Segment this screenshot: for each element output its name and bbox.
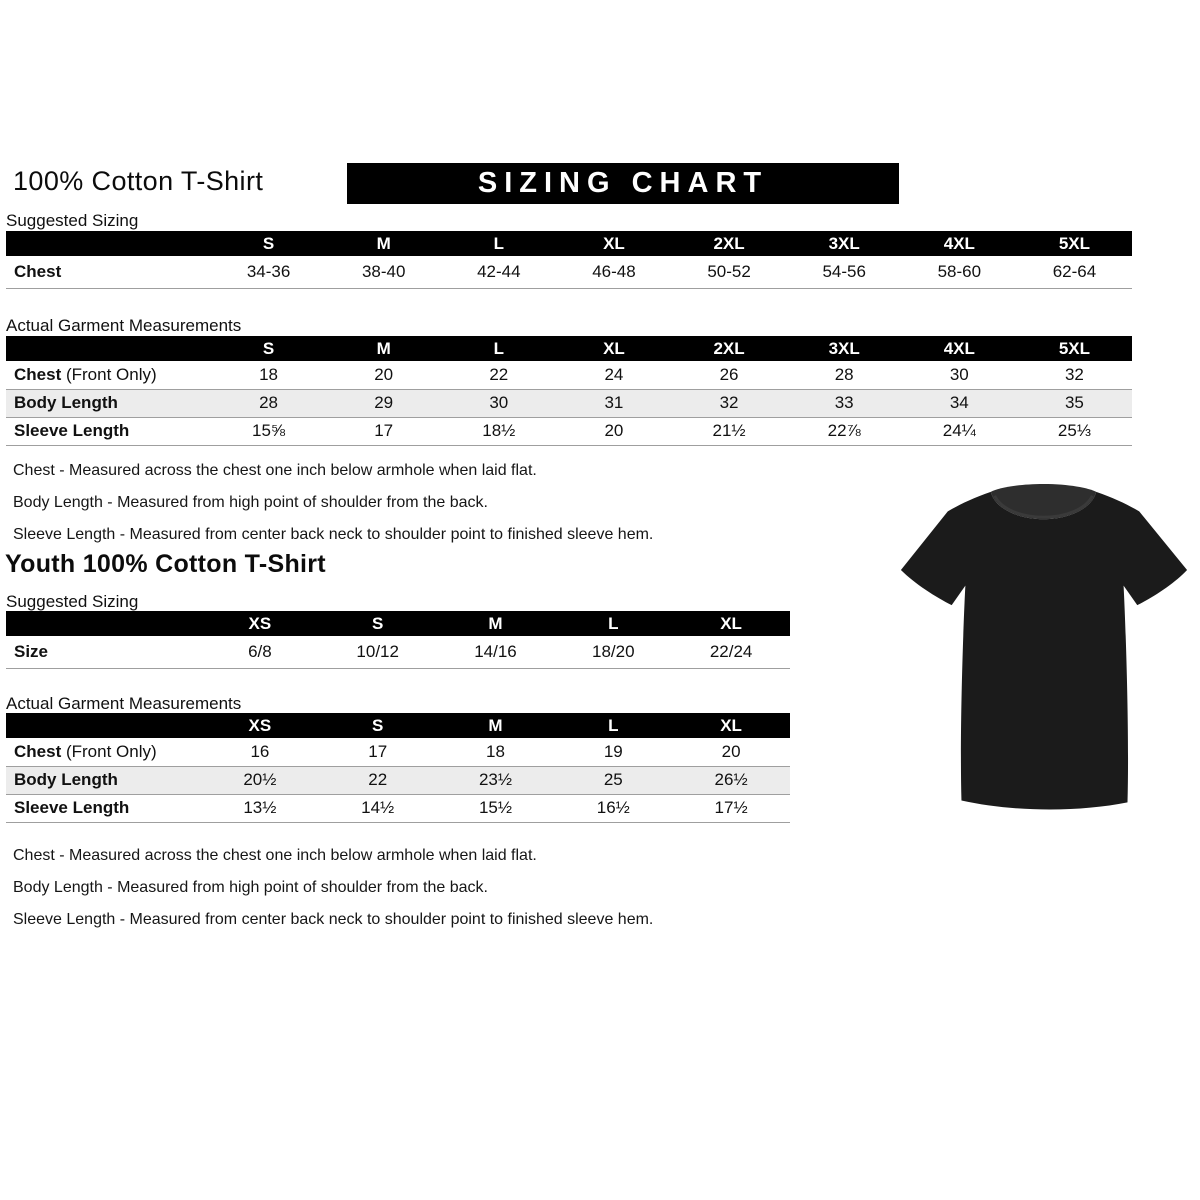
measurement-cell: 28	[787, 361, 902, 389]
table-row	[6, 389, 1132, 417]
size-header: S	[319, 713, 437, 738]
row-label-suffix: (Front Only)	[61, 364, 157, 384]
size-header: M	[437, 611, 555, 636]
measurement-cell: 50-52	[672, 256, 787, 288]
youth-title: Youth 100% Cotton T-Shirt	[5, 550, 326, 578]
measurement-cell: 62-64	[1017, 256, 1132, 288]
row-label-text: Body Length	[14, 770, 118, 789]
measurement-cell: 20	[326, 361, 441, 389]
row-label	[6, 766, 201, 794]
table-row	[6, 361, 1132, 389]
measurement-cell: 16½	[554, 794, 672, 822]
measurement-cell: 20	[672, 738, 790, 766]
size-header: S	[211, 336, 326, 361]
measurement-cell: 22	[319, 766, 437, 794]
note-body-length: Body Length - Measured from high point of shoulder from the back.	[13, 494, 488, 511]
measurement-cell: 54-56	[787, 256, 902, 288]
measurement-cell: 13½	[201, 794, 319, 822]
sizing-chart-banner	[347, 163, 899, 204]
adult-suggested-table	[6, 231, 1132, 289]
measurement-cell: 24¼	[902, 417, 1017, 445]
measurement-cell: 31	[556, 389, 671, 417]
measurement-cell: 22⅞	[787, 417, 902, 445]
adult-actual-label: Actual Garment Measurements	[6, 316, 242, 335]
row-label-text: Chest	[14, 741, 62, 761]
row-label	[6, 417, 211, 445]
table-row	[6, 794, 790, 822]
measurement-cell: 18½	[441, 417, 556, 445]
measurement-cell: 26½	[672, 766, 790, 794]
measurement-cell: 30	[441, 389, 556, 417]
table-row	[6, 417, 1132, 445]
measurement-cell: 15½	[437, 794, 555, 822]
size-header: M	[437, 713, 555, 738]
size-header: 2XL	[672, 336, 787, 361]
tshirt-silhouette	[897, 474, 1190, 830]
adult-actual-table	[6, 336, 1132, 446]
measurement-cell: 17½	[672, 794, 790, 822]
measurement-cell: 23½	[437, 766, 555, 794]
row-label-text: Chest	[14, 261, 62, 281]
measurement-cell: 46-48	[556, 256, 671, 288]
adult-suggested-label: Suggested Sizing	[6, 211, 139, 230]
size-header-row	[6, 336, 1132, 361]
size-header: XL	[672, 713, 790, 738]
size-header: 4XL	[902, 336, 1017, 361]
corner-cell	[6, 336, 211, 361]
size-header: L	[554, 611, 672, 636]
tshirt-image	[897, 474, 1190, 830]
row-label	[6, 794, 201, 822]
measurement-cell: 14/16	[437, 636, 555, 668]
row-label-suffix: (Front Only)	[61, 741, 157, 761]
sizing-chart-banner-text: SIZING CHART	[477, 167, 769, 199]
size-header: XL	[556, 231, 671, 256]
row-label	[6, 256, 211, 288]
youth-measurement-notes	[13, 840, 653, 936]
corner-cell	[6, 231, 211, 256]
row-label	[6, 361, 211, 389]
size-header: M	[326, 336, 441, 361]
measurement-cell: 10/12	[319, 636, 437, 668]
measurement-cell: 26	[672, 361, 787, 389]
row-label-text: Sleeve Length	[14, 798, 130, 817]
size-header: XL	[672, 611, 790, 636]
row-label	[6, 636, 201, 668]
table-row	[6, 738, 790, 766]
measurement-cell: 15⅝	[211, 417, 326, 445]
measurement-cell: 28	[211, 389, 326, 417]
adult-measurement-notes	[13, 455, 653, 551]
measurement-cell: 6/8	[201, 636, 319, 668]
measurement-cell: 25	[554, 766, 672, 794]
measurement-cell: 33	[787, 389, 902, 417]
measurement-cell: 32	[1017, 361, 1132, 389]
size-header: XS	[201, 713, 319, 738]
size-header: L	[441, 231, 556, 256]
measurement-cell: 30	[902, 361, 1017, 389]
measurement-cell: 42-44	[441, 256, 556, 288]
measurement-cell: 21½	[672, 417, 787, 445]
size-header: XL	[556, 336, 671, 361]
measurement-cell: 25⅓	[1017, 417, 1132, 445]
measurement-cell: 29	[326, 389, 441, 417]
size-header: 3XL	[787, 231, 902, 256]
measurement-cell: 20	[556, 417, 671, 445]
measurement-cell: 18	[211, 361, 326, 389]
measurement-cell: 20½	[201, 766, 319, 794]
adult-title: 100% Cotton T-Shirt	[13, 166, 264, 196]
size-header-row	[6, 231, 1132, 256]
size-header-row	[6, 713, 790, 738]
measurement-cell: 22/24	[672, 636, 790, 668]
measurement-cell: 24	[556, 361, 671, 389]
note-sleeve-length: Sleeve Length - Measured from center back neck to shoulder point to finished sleeve hem.	[13, 526, 654, 543]
size-header: 3XL	[787, 336, 902, 361]
size-header: 5XL	[1017, 231, 1132, 256]
measurement-cell: 17	[326, 417, 441, 445]
size-header: M	[326, 231, 441, 256]
row-label-text: Size	[14, 641, 49, 661]
table-row	[6, 256, 1132, 288]
size-header: S	[319, 611, 437, 636]
measurement-cell: 35	[1017, 389, 1132, 417]
youth-suggested-table	[6, 611, 790, 669]
table-row	[6, 766, 790, 794]
measurement-cell: 14½	[319, 794, 437, 822]
row-label-text: Body Length	[14, 393, 118, 412]
youth-suggested-label: Suggested Sizing	[6, 592, 139, 611]
measurement-cell: 34	[902, 389, 1017, 417]
corner-cell	[6, 611, 201, 636]
youth-actual-label: Actual Garment Measurements	[6, 694, 242, 713]
row-label	[6, 738, 201, 766]
note-chest: Chest - Measured across the chest one inch below armhole when laid flat.	[13, 847, 537, 864]
size-header: S	[211, 231, 326, 256]
note-chest: Chest - Measured across the chest one inch below armhole when laid flat.	[13, 462, 537, 479]
measurement-cell: 16	[201, 738, 319, 766]
measurement-cell: 18	[437, 738, 555, 766]
size-header-row	[6, 611, 790, 636]
size-header: 2XL	[672, 231, 787, 256]
size-header: L	[441, 336, 556, 361]
measurement-cell: 19	[554, 738, 672, 766]
note-sleeve-length: Sleeve Length - Measured from center back neck to shoulder point to finished sleeve hem.	[13, 911, 654, 928]
table-row	[6, 636, 790, 668]
measurement-cell: 38-40	[326, 256, 441, 288]
row-label-text: Sleeve Length	[14, 421, 130, 440]
measurement-cell: 32	[672, 389, 787, 417]
note-body-length: Body Length - Measured from high point of shoulder from the back.	[13, 879, 488, 896]
size-header: L	[554, 713, 672, 738]
size-header: 4XL	[902, 231, 1017, 256]
measurement-cell: 18/20	[554, 636, 672, 668]
row-label	[6, 389, 211, 417]
measurement-cell: 17	[319, 738, 437, 766]
size-header: 5XL	[1017, 336, 1132, 361]
size-header: XS	[201, 611, 319, 636]
measurement-cell: 58-60	[902, 256, 1017, 288]
measurement-cell: 22	[441, 361, 556, 389]
measurement-cell: 34-36	[211, 256, 326, 288]
corner-cell	[6, 713, 201, 738]
youth-actual-table	[6, 713, 790, 823]
row-label-text: Chest	[14, 364, 62, 384]
